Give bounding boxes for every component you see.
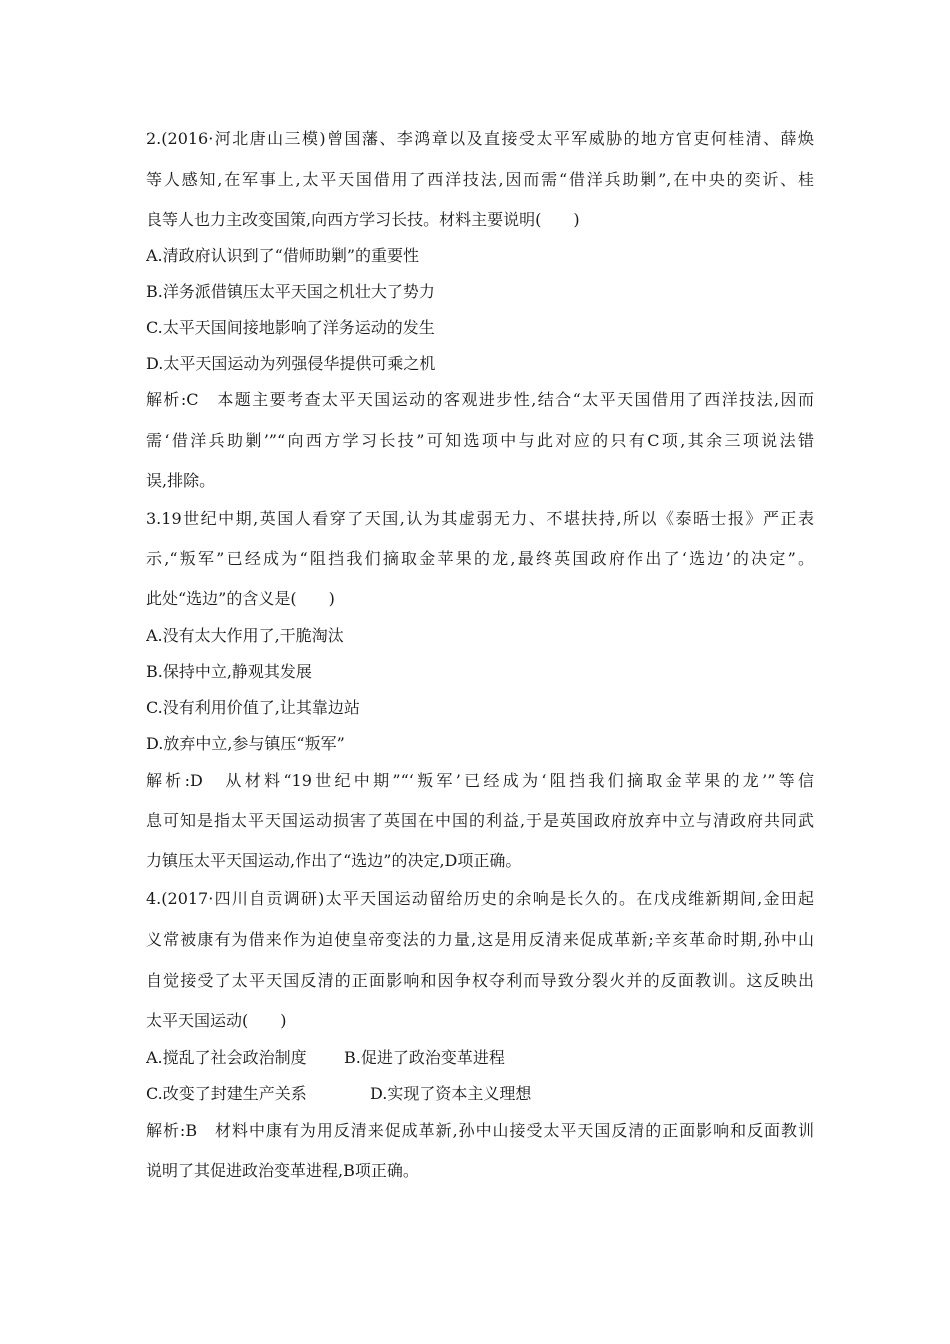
q3-option-c: C.没有利用价值了,让其靠边站 bbox=[146, 698, 360, 717]
q4-option-d: D.实现了资本主义理想 bbox=[370, 1084, 532, 1103]
q2-analysis-line-2: 需‘借洋兵助剿’”“向西方学习长技”可知选项中与此对应的只有C项,其余三项说法错 bbox=[146, 431, 814, 450]
q4-options-row-1 bbox=[146, 1047, 814, 1069]
q4-stem-line-2: 义常被康有为借来作为迫使皇帝变法的力量,这是用反清来促成革新;辛亥革命时期,孙中山 bbox=[146, 930, 814, 949]
q2-option-d: D.太平天国运动为列强侵华提供可乘之机 bbox=[146, 354, 436, 373]
q4-stem-line-4: 太平天国运动( ) bbox=[146, 1011, 287, 1030]
q3-stem-line-2: 示,“叛军”已经成为“阻挡我们摘取金苹果的龙,最终英国政府作出了‘选边’的决定”。 bbox=[146, 549, 814, 568]
q3-analysis-line-1: 解析:D 从材料“19世纪中期”“‘叛军’已经成为‘阻挡我们摘取金苹果的龙’”等信 bbox=[146, 771, 814, 790]
q4-option-b: B.促进了政治变革进程 bbox=[344, 1048, 505, 1067]
q3-analysis-line-2: 息可知是指太平天国运动损害了英国在中国的利益,于是英国政府放弃中立与清政府共同武 bbox=[146, 811, 814, 830]
q2-option-a: A.清政府认识到了“借师助剿”的重要性 bbox=[146, 246, 420, 265]
q3-option-d: D.放弃中立,参与镇压“叛军” bbox=[146, 734, 345, 753]
q4-option-c: C.改变了封建生产关系 bbox=[146, 1084, 307, 1103]
q2-stem-line-2: 等人感知,在军事上,太平天国借用了西洋技法,因而需“借洋兵助剿”,在中央的奕䜣、桂 bbox=[146, 170, 814, 189]
q4-stem-line-3: 自觉接受了太平天国反清的正面影响和因争权夺利而导致分裂火并的反面教训。这反映出 bbox=[146, 971, 814, 990]
q2-stem-line-1: 2.(2016·河北唐山三模)曾国藩、李鸿章以及直接受太平军威胁的地方官吏何桂清、薛焕 bbox=[146, 129, 814, 148]
q3-analysis-line-3: 力镇压太平天国运动,作出了“选边”的决定,D项正确。 bbox=[146, 851, 522, 870]
q2-stem-line-3: 良等人也力主改变国策,向西方学习长技。材料主要说明( ) bbox=[146, 210, 580, 229]
q2-analysis-line-3: 误,排除。 bbox=[146, 471, 216, 490]
q4-analysis-line-2: 说明了其促进政治变革进程,B项正确。 bbox=[146, 1161, 419, 1180]
q2-option-c: C.太平天国间接地影响了洋务运动的发生 bbox=[146, 318, 435, 337]
q4-stem-line-1: 4.(2017·四川自贡调研)太平天国运动留给历史的余响是长久的。在戊戌维新期间,金田起 bbox=[146, 889, 814, 908]
q3-option-b: B.保持中立,静观其发展 bbox=[146, 662, 312, 681]
q2-analysis-line-1: 解析:C 本题主要考查太平天国运动的客观进步性,结合“太平天国借用了西洋技法,因而 bbox=[146, 390, 814, 409]
q2-option-b: B.洋务派借镇压太平天国之机壮大了势力 bbox=[146, 282, 435, 301]
q4-option-a: A.搅乱了社会政治制度 bbox=[146, 1048, 307, 1067]
q3-stem-line-3: 此处“选边”的含义是( ) bbox=[146, 589, 335, 608]
q4-analysis-line-1: 解析:B 材料中康有为用反清来促成革新,孙中山接受太平天国反清的正面影响和反面教训 bbox=[146, 1121, 814, 1140]
q3-stem-line-1: 3.19世纪中期,英国人看穿了天国,认为其虚弱无力、不堪扶持,所以《泰晤士报》严正表 bbox=[146, 509, 814, 528]
q3-option-a: A.没有太大作用了,干脆淘汰 bbox=[146, 626, 344, 645]
q4-options-row-2 bbox=[146, 1083, 814, 1105]
